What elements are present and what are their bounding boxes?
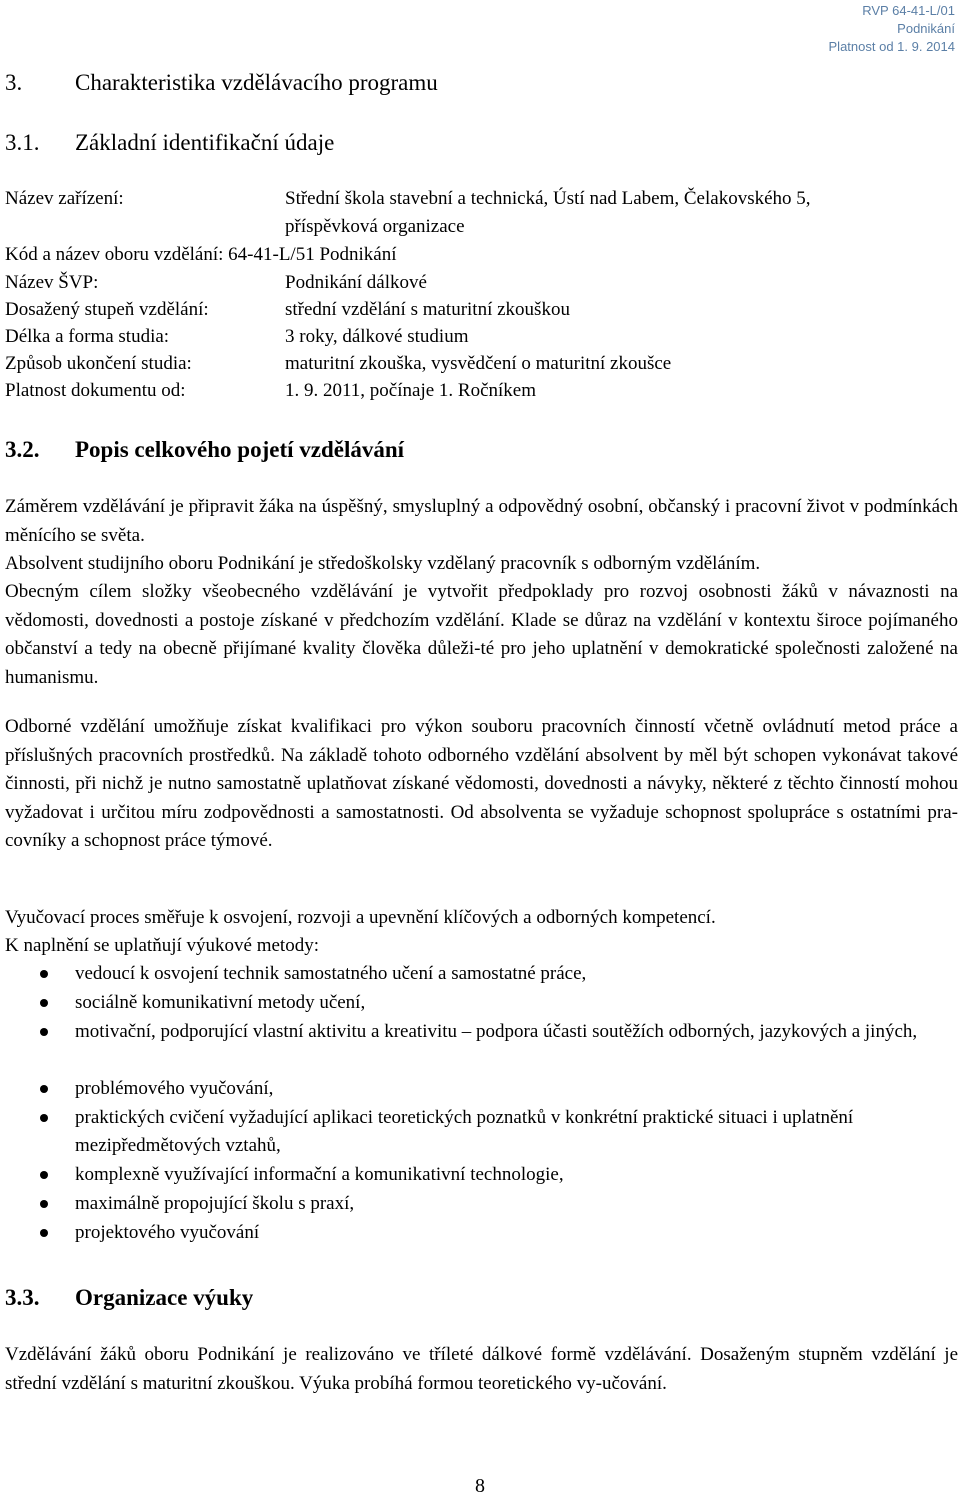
id-label: Název ŠVP:	[5, 272, 99, 293]
paragraph: Odborné vzdělání umožňuje získat kvalifikaci pro výkon souboru pracovních činností včetně ovládnutí metod práce a příslušných pracovních prostředků. Na základě tohoto odborného vzdělání absolvent by měl být schopen vykonávat takové činnosti, při nichž je nutno samostatně uplatňovat získané vědomosti, dovednosti a návyky, některé z těchto činností mohou vyžadovat i určitou míru zodpovědnosti a samostatnosti. Od absolventa se vyžaduje schopnost spolupráce s ostatními pra-covníky a schopnost práce týmové.	[5, 716, 958, 851]
section-3-3-heading	[5, 1285, 253, 1311]
bullet-icon	[40, 1085, 48, 1093]
paragraph: Vyučovací proces směřuje k osvojení, rozvoji a upevnění klíčových a odborných kompetencí.	[5, 907, 716, 928]
id-row	[0, 353, 960, 380]
section-3-1-number: 3.1.	[5, 130, 40, 155]
id-row	[0, 272, 960, 299]
id-value: 1. 9. 2011, počínaje 1. Ročníkem	[285, 380, 536, 401]
section-3-2-heading	[5, 437, 404, 463]
id-row	[0, 299, 960, 326]
id-value: 3 roky, dálkové studium	[285, 326, 469, 347]
document-header	[829, 2, 955, 56]
id-label: Dosažený stupeň vzdělání:	[5, 299, 209, 320]
list-item: praktických cvičení vyžadující aplikaci teoretických poznatků v konkrétní praktické situaci i uplatnění mezipředmětových vztahů,	[75, 1107, 854, 1156]
id-label: Délka a forma studia:	[5, 326, 170, 347]
bullet-icon	[40, 1171, 48, 1179]
section-3-3-title: Organizace výuky	[75, 1285, 254, 1310]
id-label: Kód a název oboru vzdělání: 64-41-L/51 Podnikání	[5, 244, 397, 265]
id-label: Způsob ukončení studia:	[5, 353, 192, 374]
list-item: projektového vyučování	[75, 1222, 260, 1243]
bullet-icon	[40, 999, 48, 1007]
list-item: problémového vyučování,	[75, 1078, 274, 1099]
id-row-continuation	[0, 216, 960, 243]
paragraph: K naplnění se uplatňují výukové metody:	[5, 935, 319, 956]
list-item: sociálně komunikativní metody učení,	[75, 992, 366, 1013]
list-item: motivační, podporující vlastní aktivitu a kreativitu – podpora účasti soutěžích odborných, jazykových a jiných,	[75, 1021, 918, 1042]
list-item: komplexně využívající informační a komunikativní technologie,	[75, 1164, 564, 1185]
section-3-2-title: Popis celkového pojetí vzdělávání	[75, 437, 405, 462]
paragraph: Vzdělávání žáků oboru Podnikání je realizováno ve tříleté dálkové formě vzdělávání. Dosaženým stupněm vzdělání je střední vzdělání s maturitní zkouškou. Výuka probíhá formou teoretického vy-učování.	[5, 1344, 958, 1394]
id-value-continuation: příspěvková organizace	[285, 216, 465, 237]
section-3-heading	[5, 70, 438, 96]
id-row	[0, 188, 960, 215]
id-row	[0, 326, 960, 353]
bullet-icon	[40, 1114, 48, 1122]
bullet-icon	[40, 1200, 48, 1208]
header-validity: Platnost od 1. 9. 2014	[828, 39, 955, 54]
bullet-icon	[40, 970, 48, 978]
id-value: maturitní zkouška, vysvědčení o maturitní zkoušce	[285, 353, 672, 374]
bullet-icon	[40, 1028, 48, 1036]
list-item: maximálně propojující školu s praxí,	[75, 1193, 355, 1214]
header-code: RVP 64-41-L/01	[862, 3, 955, 18]
header-field: Podnikání	[897, 21, 955, 36]
list-item: vedoucí k osvojení technik samostatného učení a samostatné práce,	[75, 963, 587, 984]
id-value: střední vzdělání s maturitní zkouškou	[285, 299, 570, 320]
bullet-icon	[40, 1229, 48, 1237]
section-3-1-heading	[5, 130, 334, 156]
section-3-title: Charakteristika vzdělávacího programu	[75, 70, 438, 95]
paragraph: Obecným cílem složky všeobecného vzdělávání je vytvořit předpoklady pro rozvoj osobnosti žáků v návaznosti na vědomosti, dovednosti a postoje získané v předchozím vzdělání. Klade se důraz na vzdělání v kontextu široce pojímaného občanství a tedy na obecně přijímané kvality člověka důleži-té pro jeho uplatnění v demokratické společnosti založené na humanismu.	[5, 581, 958, 688]
paragraph: Záměrem vzdělávání je připravit žáka na úspěšný, smysluplný a odpovědný osobní, občanský i pracovní život v podmínkách měnícího se světa.	[5, 496, 958, 546]
section-3-number: 3.	[5, 70, 23, 95]
id-value: Podnikání dálkové	[285, 272, 427, 293]
id-value: Střední škola stavební a technická, Ústí nad Labem, Čelakovského 5,	[285, 188, 811, 209]
section-3-2-number: 3.2.	[5, 437, 40, 462]
id-label: Název zařízení:	[5, 188, 124, 209]
id-row	[0, 244, 960, 271]
section-3-1-title: Základní identifikační údaje	[75, 130, 335, 155]
id-row	[0, 380, 960, 407]
page-number: 8	[475, 1475, 485, 1497]
section-3-3-number: 3.3.	[5, 1285, 40, 1310]
id-label: Platnost dokumentu od:	[5, 380, 186, 401]
paragraph: Absolvent studijního oboru Podnikání je středoškolsky vzdělaný pracovník s odborným vzděláním.	[5, 553, 761, 574]
